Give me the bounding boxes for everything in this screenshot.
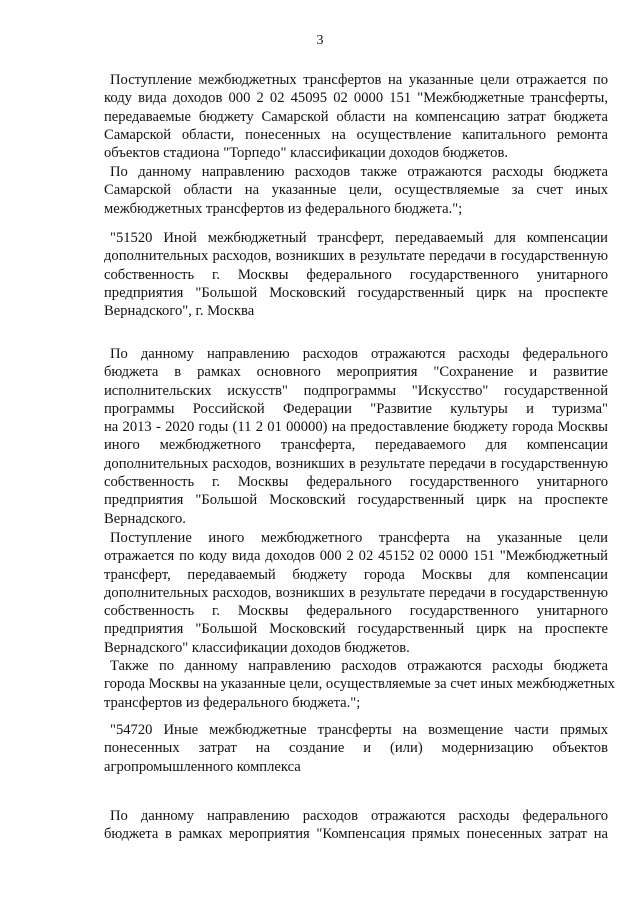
text-line: коду вида доходов 000 2 02 45095 02 0000 151 "Межбюджетные трансферты, bbox=[104, 90, 608, 107]
text-line: передаваемые бюджету Самарской области на компенсацию затрат бюджета bbox=[104, 108, 608, 125]
text-line: бюджета в рамках основного мероприятия "Сохранение и развитие bbox=[104, 364, 608, 381]
text-line: Вернадского. bbox=[104, 510, 186, 527]
text-line: Поступление иного межбюджетного трансферта на указанные цели bbox=[110, 530, 608, 546]
text-line: на 2013 - 2020 годы (11 2 01 00000) на предоставление бюджету города Москвы bbox=[104, 419, 608, 436]
text-line: города Москвы на указанные цели, осуществляемые за счет иных межбюджетных bbox=[104, 676, 615, 693]
text-line: межбюджетных трансфертов из федерального бюджета."; bbox=[104, 200, 463, 217]
text-line: Самарской области, понесенных на осуществление капитального ремонта bbox=[104, 126, 608, 143]
text-line: трансферт, передаваемый бюджету города Москвы для компенсации bbox=[104, 566, 608, 583]
text-line: объектов стадиона "Торпедо" классификации доходов бюджетов. bbox=[104, 145, 509, 162]
text-line: "54720 Иные межбюджетные трансферты на возмещение части прямых bbox=[110, 722, 608, 738]
text-line: Самарской области на указанные цели, осуществляемые за счет иных bbox=[104, 182, 608, 199]
text-line: собственность г. Москвы федерального государственного унитарного bbox=[104, 266, 608, 283]
text-line: "51520 Иной межбюджетный трансферт, передаваемый для компенсации bbox=[110, 230, 608, 246]
paragraph-transfer-receipt-torpedo bbox=[104, 71, 608, 162]
paragraph-federal-expenses-agro bbox=[104, 807, 608, 844]
text-line: По данному направлению расходов отражаются расходы федерального bbox=[110, 346, 608, 362]
text-line: дополнительных расходов, возникших в результате передачи в государственную bbox=[104, 455, 608, 472]
text-line: Также по данному направлению расходов отражаются расходы бюджета bbox=[110, 658, 608, 674]
text-line: Поступление межбюджетных трансфертов на указанные цели отражается по bbox=[110, 72, 608, 88]
text-line: трансфертов из федерального бюджета."; bbox=[104, 694, 361, 711]
text-line: агропромышленного комплекса bbox=[104, 758, 301, 775]
paragraph-code-54720 bbox=[104, 721, 608, 776]
paragraph-federal-expenses-culture bbox=[104, 345, 608, 528]
text-line: понесенных затрат на создание и (или) модернизацию объектов bbox=[104, 740, 608, 757]
text-line: отражается по коду вида доходов 000 2 02 45152 02 0000 151 "Межбюджетный bbox=[104, 548, 608, 565]
text-line: иного межбюджетного трансферта, передаваемого для компенсации bbox=[104, 437, 608, 454]
text-line: По данному направлению расходов также отражаются расходы бюджета bbox=[110, 164, 608, 180]
text-line: Вернадского" классификации доходов бюджетов. bbox=[104, 639, 410, 656]
text-line: предприятия "Большой Московский государственный цирк на проспекте bbox=[104, 492, 608, 509]
text-line: По данному направлению расходов отражаются расходы федерального bbox=[110, 808, 608, 824]
text-line: Вернадского", г. Москва bbox=[104, 303, 255, 320]
text-line: исполнительских искусств" подпрограммы "Искусство" государственной bbox=[104, 382, 608, 399]
text-line: собственность г. Москвы федерального государственного унитарного bbox=[104, 603, 608, 620]
text-line: собственность г. Москвы федерального государственного унитарного bbox=[104, 474, 608, 491]
text-line: дополнительных расходов, возникших в результате передачи в государственную bbox=[104, 248, 608, 265]
page-number: 3 bbox=[316, 33, 324, 48]
text-line: предприятия "Большой Московский государственный цирк на проспекте bbox=[104, 621, 608, 638]
text-line: бюджета в рамках мероприятия "Компенсация прямых понесенных затрат на bbox=[104, 826, 608, 843]
paragraph-code-51520 bbox=[104, 229, 608, 320]
text-line: дополнительных расходов, возникших в результате передачи в государственную bbox=[104, 584, 608, 601]
paragraph-samara-expenses bbox=[104, 163, 608, 218]
text-line: предприятия "Большой Московский государственный цирк на проспекте bbox=[104, 284, 608, 301]
paragraph-moscow-expenses bbox=[104, 657, 615, 712]
text-line: программы Российской Федерации "Развитие культуры и туризма" bbox=[104, 400, 608, 417]
paragraph-transfer-receipt-circus bbox=[104, 529, 608, 657]
